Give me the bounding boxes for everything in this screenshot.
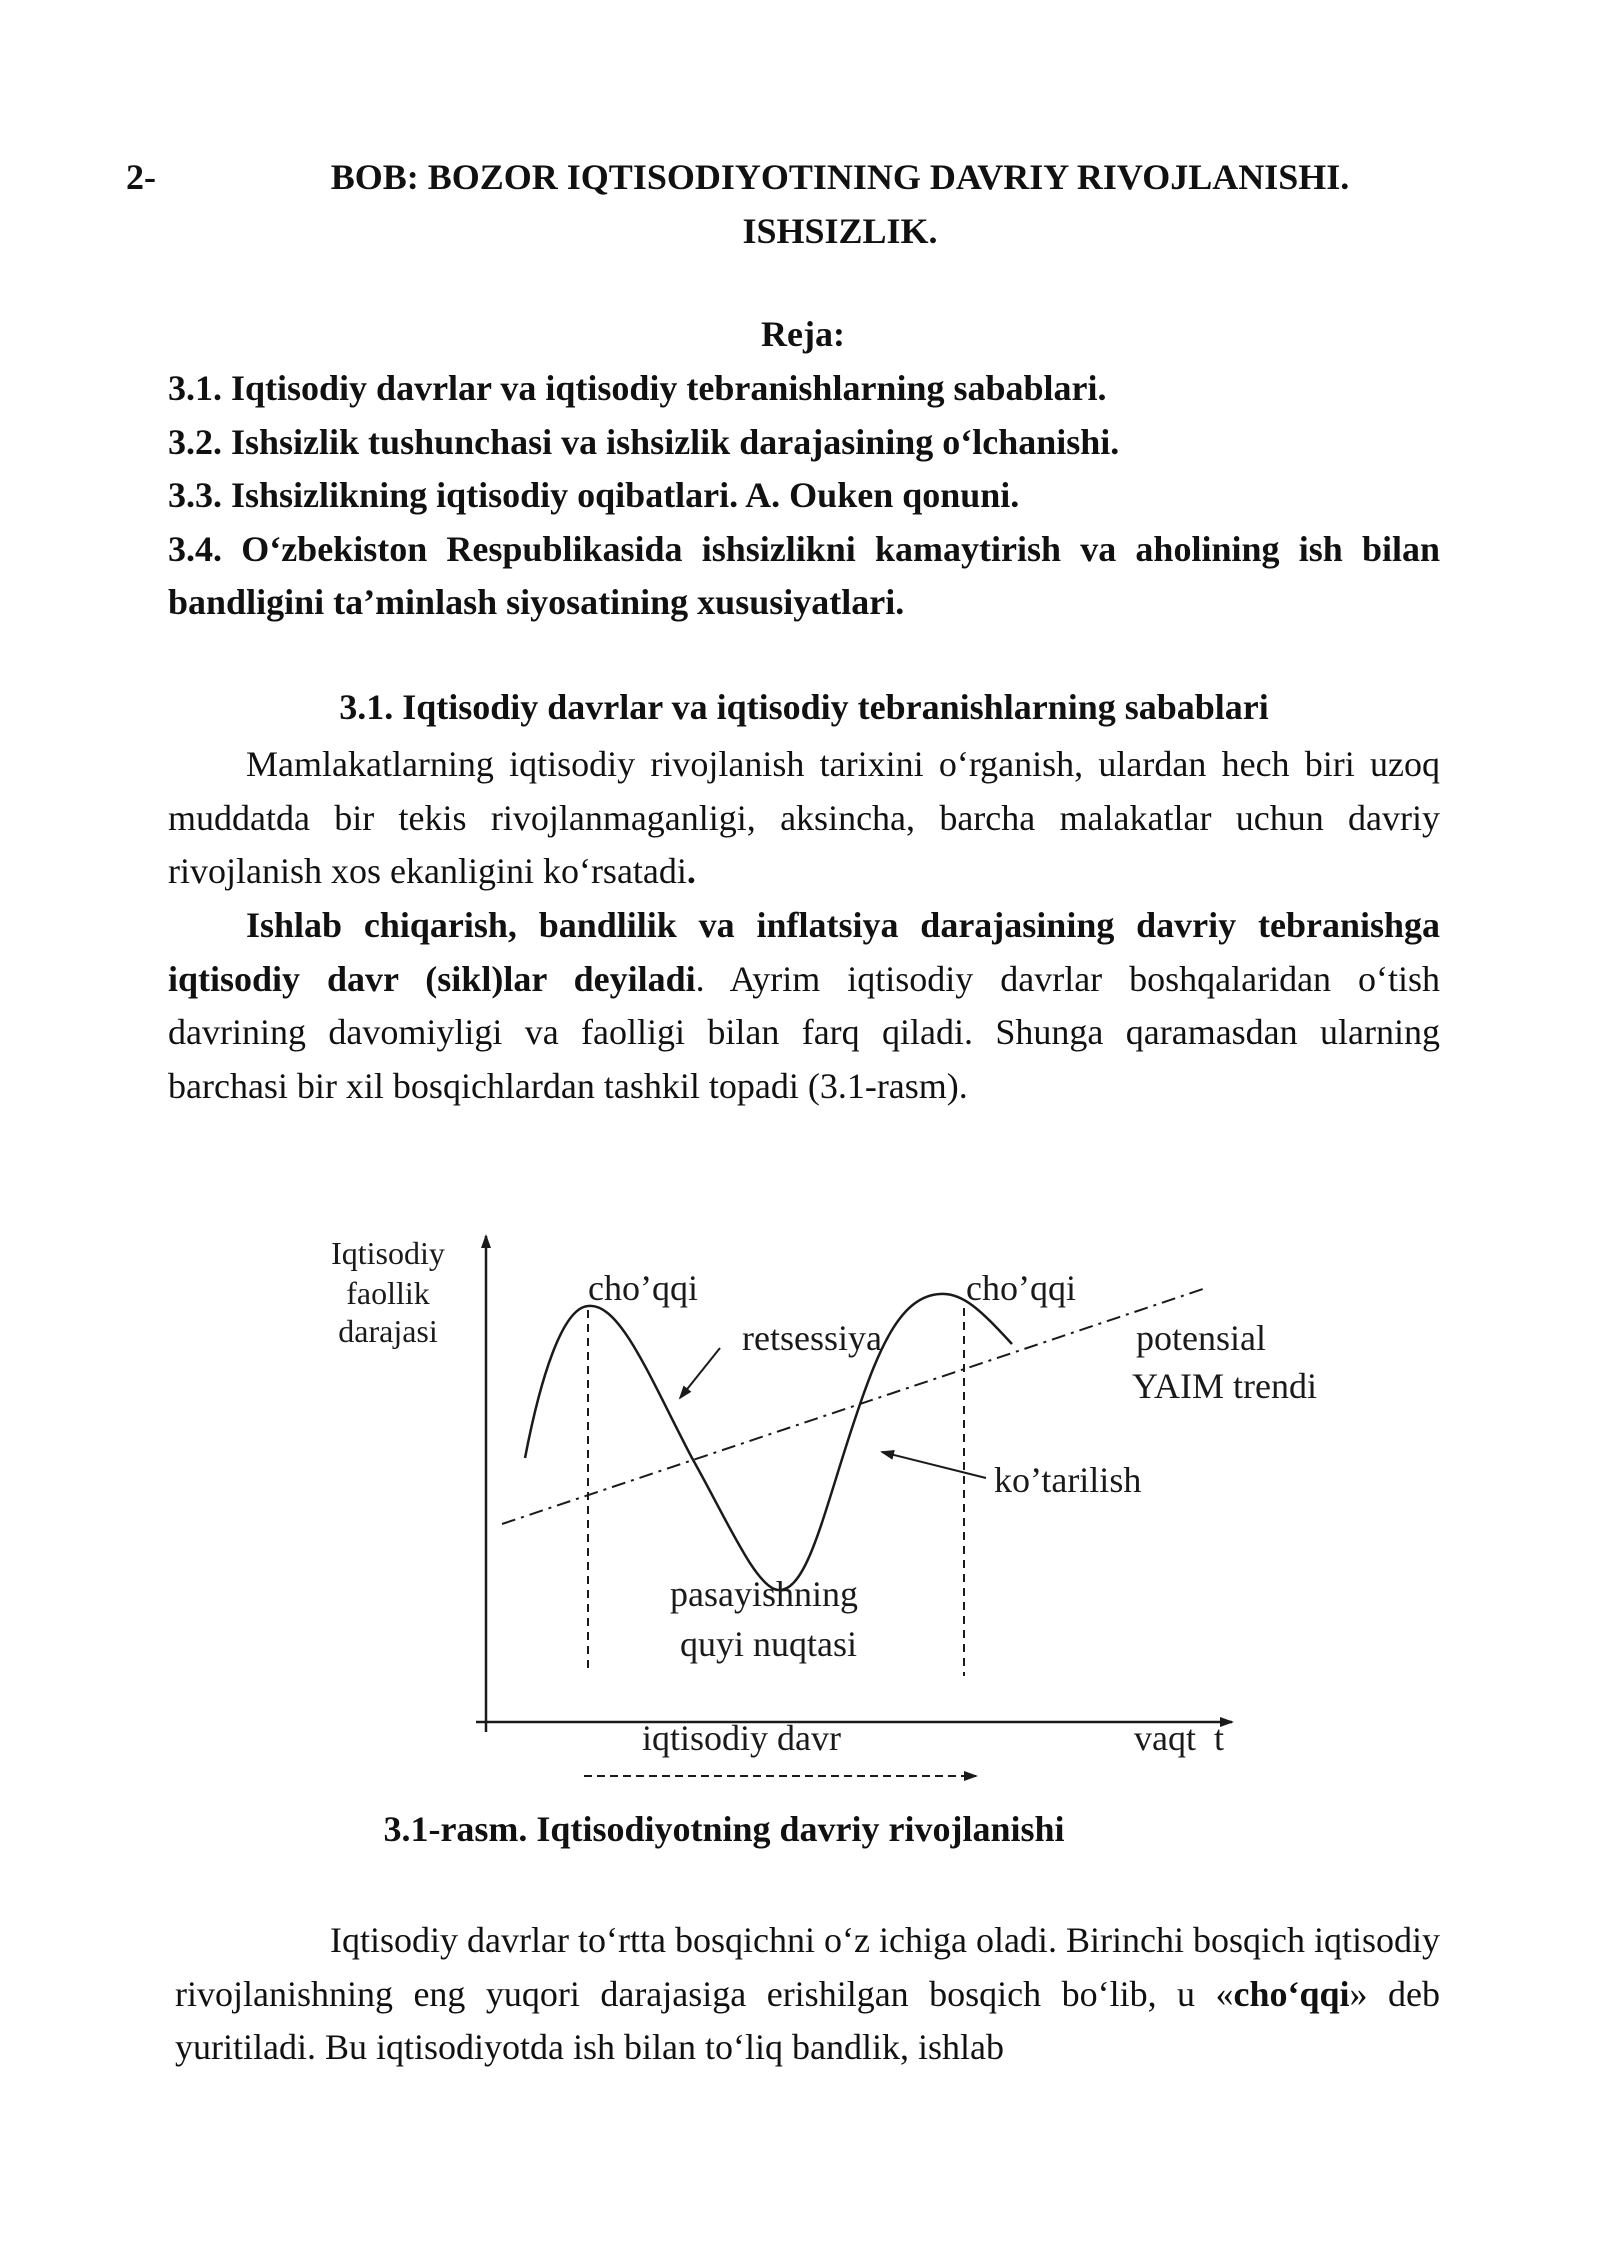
cycle-label: iqtisodiy davr [642,1718,841,1758]
paragraph-2-text: . Ayrim iqtisodiy davrlar boshqalaridan o‘tish davrining davomiyligi va faolligi bilan farq qiladi. Shunga qaramasdan ularning barchasi bir xil bosqichlardan tashkil topadi (3.1-rasm). [168,958,1441,1106]
plan-item: 3.2. Ishsizlik tushunchasi va ishsizlik darajasining o‘lchanishi. [168,421,1120,462]
time-axis-label: vaqt t [1134,1718,1224,1758]
paragraph-1-text: Mamlakatlarning iqtisodiy rivojlanish tarixini o‘rganish, ulardan hech biri uzoq muddatda bir tekis rivojlanmaganligi, aksincha, barcha malakatlar uchun davriy rivojlanish xos ekanligini ko‘rsatadi [168,744,1440,891]
plan-item: 3.1. Iqtisodiy davrlar va iqtisodiy tebranishlarning sabablari. [168,368,1107,408]
plan-item: 3.4. O‘zbekiston Respublikasida ishsizlikni kamaytirish va aholining ish bilan bandligini ta’minlash siyosatining xususiyatlari. [168,528,1440,622]
definition-bold: Ishlab chiqarish, bandlilik va inflatsiya darajasining davriy tebranishga iqtisodiy davr (sikl)lar deyiladi [168,905,1440,999]
trough-label-line-2: quyi nuqtasi [680,1624,857,1664]
peak-1-label: cho’qqi [588,1268,698,1308]
paragraph-3 [175,1914,1440,2075]
peak-term-bold: cho‘qqi [1233,1973,1350,2014]
y-axis-label-line-2: faollik [346,1275,430,1311]
trend-label-line-2: YAIM trendi [1132,1366,1317,1406]
plan-item: 3.3. Ishsizlikning iqtisodiy oqibatlari. A. Ouken qonuni. [168,475,1020,515]
paragraph-1-end: . [686,851,696,891]
y-axis-label-line-1: Iqtisodiy [331,1235,445,1271]
trend-label-line-1: potensial [1136,1318,1266,1358]
paragraph-1 [168,738,1440,899]
paragraph-3-text: Iqtisodiy davrlar to‘rtta bosqichni o‘z ichiga oladi. Birinchi bosqich iqtisodiy rivojlanishning eng yuqori darajasiga erishilgan bosqich bo‘lib, u « [175,1920,1440,2014]
plan-heading: Reja: [761,314,845,354]
peak-2-label: cho’qqi [966,1268,1076,1308]
paragraph-3-end: » deb yuritiladi. Bu iqtisodiyotda ish bilan to‘liq bandlik, ishlab [175,1973,1440,2067]
chapter-title-line-2: ISHSIZLIK. [742,211,938,251]
chapter-title-line-1: BOB: BOZOR IQTISODIYOTINING DAVRIY RIVOJLANISHI. [330,157,1350,197]
paragraph-2 [168,899,1440,1113]
chapter-number: 2- [126,157,156,197]
chapter-title [150,150,1530,258]
expansion-label: ko’tarilish [994,1460,1142,1500]
y-axis-label-line-3: darajasi [338,1313,438,1349]
business-cycle-diagram [300,1220,1317,1800]
business-cycle-figure [300,1220,1317,1800]
trough-label-line-1: pasayishning [670,1574,858,1614]
recession-pointer-arrow [680,1348,720,1398]
section-heading: 3.1. Iqtisodiy davrlar va iqtisodiy tebranishlarning sabablari [339,687,1269,727]
figure-caption: 3.1-rasm. Iqtisodiyotning davriy rivojlanishi [383,1809,1065,1849]
expansion-pointer-arrow [882,1452,986,1478]
plan-list [168,362,1440,630]
recession-label: retsessiya [742,1318,882,1358]
